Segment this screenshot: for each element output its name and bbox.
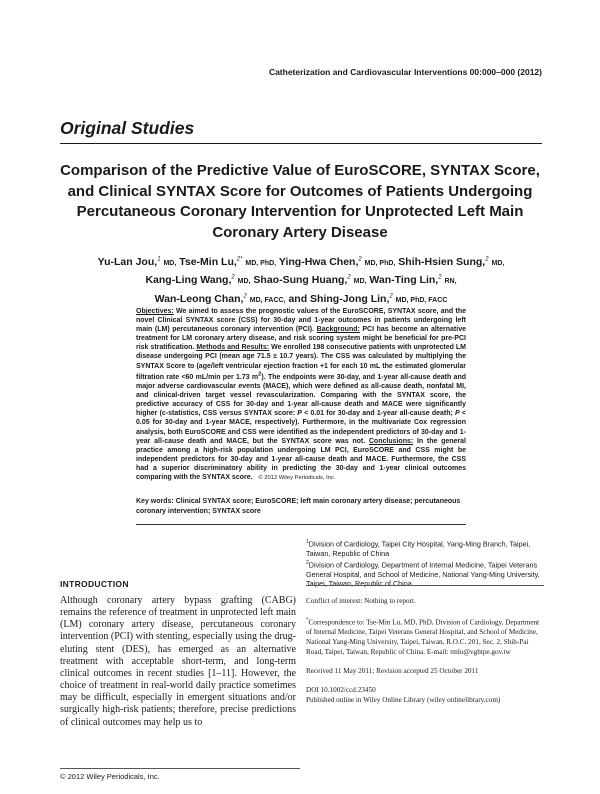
author-list: [70, 252, 532, 309]
introduction-heading: INTRODUCTION: [60, 579, 129, 589]
correspondence-note: *Correspondence to: Tse-Min Lu, MD, PhD, Division of Cardiology, Department of Internal Medicine, Taipei Veterans General Hospital, and School of Medicine, National Yang-Ming University, Taipei, Taiwan, R.O.C. 201, Sec. 2, Shih-Pai Road, Taipei, Taiwan, Republic of China. E-mail: tmlu@vghtpe.gov.tw: [306, 617, 540, 657]
affiliations-divider: [306, 585, 544, 586]
footer-divider: [60, 768, 300, 769]
section-label: Original Studies: [60, 118, 195, 138]
author: Wan-Leong Chan,$^2$ MD, FACC,: [154, 293, 286, 306]
abstract-objectives-label: Objectives:: [136, 308, 174, 315]
conflict-of-interest: Conflict of interest: Nothing to report.: [306, 597, 416, 605]
copyright-footer: © 2012 Wiley Periodicals, Inc.: [60, 772, 160, 781]
affiliation: $^1$Division of Cardiology, Taipei City Hospital, Yang-Ming Branch, Taipei, Taiwan, Republic of China: [306, 539, 531, 558]
author: and Shing-Jong Lin,$^2$ MD, PhD, FACC: [288, 293, 448, 306]
keywords-text: Clinical SYNTAX score; EuroSCORE; left main coronary artery disease; percutaneous coronary intervention; SYNTAX score: [136, 498, 461, 515]
keywords: [136, 497, 466, 516]
abstract-methods-label: Methods and Results:: [196, 344, 270, 352]
doi: DOI 10.1002/ccd.23450: [306, 685, 376, 694]
abstract-background-label: Background:: [316, 326, 360, 334]
author: Shao-Sung Huang,$^2$ MD,: [253, 274, 367, 287]
abstract-objectives: We aimed to assess the prognostic values of the EuroSCORE, SYNTAX score, and the novel Clinical SYNTAX score (CSS) for 30-day and 1-year outcomes in patients undergoing left main (LM) percutaneous coronary intervention (PCI).: [136, 308, 466, 334]
author: Shih-Hsien Sung,$^2$ MD,: [398, 255, 505, 268]
author: Kang-Ling Wang,$^2$ MD,: [145, 274, 251, 287]
introduction-body: Although coronary artery bypass grafting (CABG) remains the reference of treatment in unprotected left main (LM) coronary artery disease, percutaneous coronary intervention (PCI) with stenting, especially using the drug-eluting stent (DES), has emerged as an alternative treatment with acceptable short-term, and long-term clinical outcomes in recent studies [1–11]. However, the choice of treatment in real-world daily practice sometimes may be difficult, especially in emergent situations and/or surgically high-risk patients; therefore, precise predictions of clinical outcomes may help us to: [60, 595, 296, 728]
section-divider: [60, 143, 542, 144]
abstract-conclusions-label: Conclusions:: [368, 437, 414, 445]
abstract-methods: We enrolled 198 consecutive patients with unprotected LM disease undergoing PCI (mean age 71.5 ± 10.7 years). The CSS was calculated by multiplying the SYNTAX Score to (age/left ventricular ejection fraction +1 for each 10 mL the estimated glomerular filtration rate <60 mL/min per 1.73 $m^2$). The endpoints were 30-day, and 1-year all-cause death and major adverse cardiovascular events (MACE), which were defined as all-cause death, nonfatal MI, and clinical-driven target vessel revascularization. Comparing with the SYNTAX score, the predictive accuracy of CSS for 30-day and 1-year all-cause death and MACE were significantly higher (c-statistics, CSS versus SYNTAX score: P < 0.01 for 30-day and 1-year all-cause death; P < 0.05 for 30-day and 1-year MACE, respectively). Furthermore, in the multivariate Cox regression analysis, both EuroSCORE and CSS were identified as the independent predictors of 30-day and 1-year all-cause death and MACE, but the SYNTAX score was not.: [136, 344, 466, 445]
author: Ying-Hwa Chen,$^2$ MD, PhD,: [278, 255, 396, 268]
article-title: Comparison of the Predictive Value of EuroSCORE, SYNTAX Score, and Clinical SYNTAX Score for Outcomes of Patients Undergoing Percutaneous Coronary Intervention for Unprotected Left Main Coronary Artery Disease: [60, 162, 540, 241]
article-notes: [306, 597, 546, 715]
author: Tse-Min Lu,$^{2*}$ MD, PhD,: [179, 255, 277, 268]
keywords-label: Key words:: [136, 498, 174, 505]
keywords-divider: [136, 524, 466, 525]
affiliations: [306, 538, 544, 589]
abstract-copyright: © 2012 Wiley Periodicals, Inc.: [258, 475, 336, 482]
author: Wan-Ting Lin,$^2$ RN,: [369, 274, 457, 287]
affiliation: $^2$Division of Cardiology, Department of Internal Medicine, Taipei Veterans General Hospital, and School of Medicine, National Yang-Ming University, Taipei, Taiwan, Republic of China: [306, 559, 540, 589]
abstract-conclusions: In the general practice among a high-risk population undergoing LM PCI, EuroSCORE and CSS might be independent predictors for 30-day and 1-year all-cause death and MACE. Furthermore, the CSS had a superior discriminatory ability in predicting the 30-day and 1-year clinical outcomes comparing with the SYNTAX score.: [136, 437, 466, 482]
abstract: [136, 307, 466, 483]
received-dates: Received 11 May 2011; Revision accepted 25 October 2011: [306, 666, 479, 675]
abstract-background: PCI has become an alternative treatment for LM coronary artery disease, and risk scoring system might be beneficial for pre-PCI risk stratification.: [136, 326, 466, 352]
published-online: Published online in Wiley Online Library (wiley onlinelibrary.com): [306, 695, 501, 704]
author: Yu-Lan Jou,$^1$ MD,: [97, 255, 177, 268]
journal-citation-header: Catheterization and Cardiovascular Interventions 00:000–000 (2012): [268, 67, 542, 77]
